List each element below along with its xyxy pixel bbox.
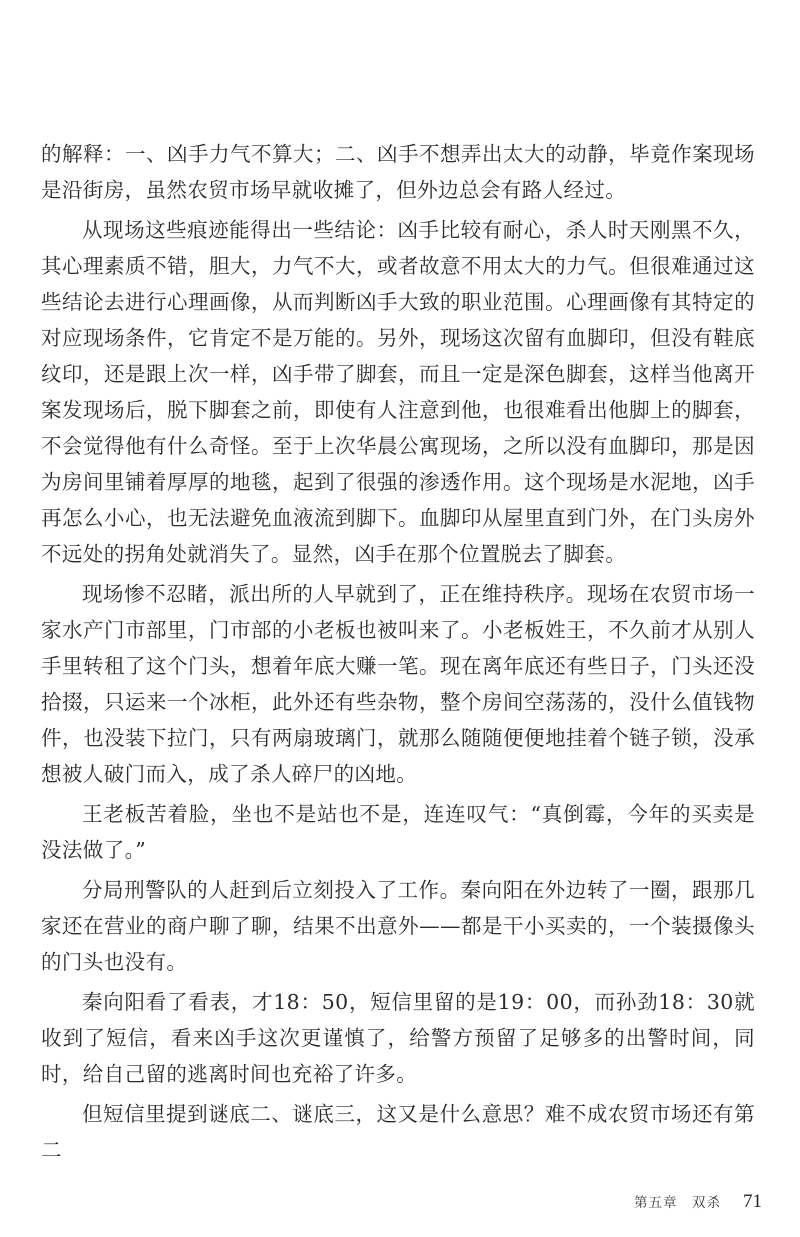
paragraph-3: 现场惨不忍睹，派出所的人早就到了，正在维持秩序。现场在农贸市场一家水产门市部里，门市部的小老板也被叫来了。小老板姓王，不久前才从别人手里转租了这个门头，想着年底大赚一笔。现在离年底还有些日子，门头还没拾掇，只运来一个冰柜，此外还有些杂物，整个房间空荡荡的，没什么值钱物件，也没装下拉门，只有两扇玻璃门，就那么随随便便地挂着个链子锁，没承想被人破门而入，成了杀人碎尸的凶地。 — [41, 582, 755, 786]
page-number: 71 — [743, 1191, 762, 1212]
chapter-title: 第五章 双杀 — [634, 1195, 721, 1211]
body-text — [41, 136, 755, 1168]
paragraph-7: 但短信里提到谜底二、谜底三，这又是什么意思？难不成农贸市场还有第二 — [41, 1102, 755, 1162]
paragraph-6: 秦向阳看了看表，才18：50，短信里留的是19：00，而孙劲18：30就收到了短信，看来凶手这次更谨慎了，给警方预留了足够多的出警时间，同时，给自己留的逃离时间也充裕了许多。 — [41, 990, 755, 1086]
paragraph-2: 从现场这些痕迹能得出一些结论：凶手比较有耐心，杀人时天刚黑不久，其心理素质不错，胆大，力气不大，或者故意不用太大的力气。但很难通过这些结论去进行心理画像，从而判断凶手大致的职业范围。心理画像有其特定的对应现场条件，它肯定不是万能的。另外，现场这次留有血脚印，但没有鞋底纹印，还是跟上次一样，凶手带了脚套，而且一定是深色脚套，这样当他离开案发现场后，脱下脚套之前，即使有人注意到他，也很难看出他脚上的脚套，不会觉得他有什么奇怪。至于上次华晨公寓现场，之所以没有血脚印，那是因为房间里铺着厚厚的地毯，起到了很强的渗透作用。这个现场是水泥地，凶手再怎么小心，也无法避免血液流到脚下。血脚印从屋里直到门外，在门头房外不远处的拐角处就消失了。显然，凶手在那个位置脱去了脚套。 — [41, 218, 755, 566]
paragraph-4: 王老板苦着脸，坐也不是站也不是，连连叹气：“真倒霉，今年的买卖是没法做了。” — [41, 802, 755, 862]
paragraph-5: 分局刑警队的人赶到后立刻投入了工作。秦向阳在外边转了一圈，跟那几家还在营业的商户聊了聊，结果不出意外——都是干小买卖的，一个装摄像头的门头也没有。 — [41, 878, 755, 974]
paragraph-1: 的解释：一、凶手力气不算大；二、凶手不想弄出太大的动静，毕竟作案现场是沿街房，虽然农贸市场早就收摊了，但外边总会有路人经过。 — [41, 142, 755, 202]
page-footer — [634, 1191, 762, 1221]
